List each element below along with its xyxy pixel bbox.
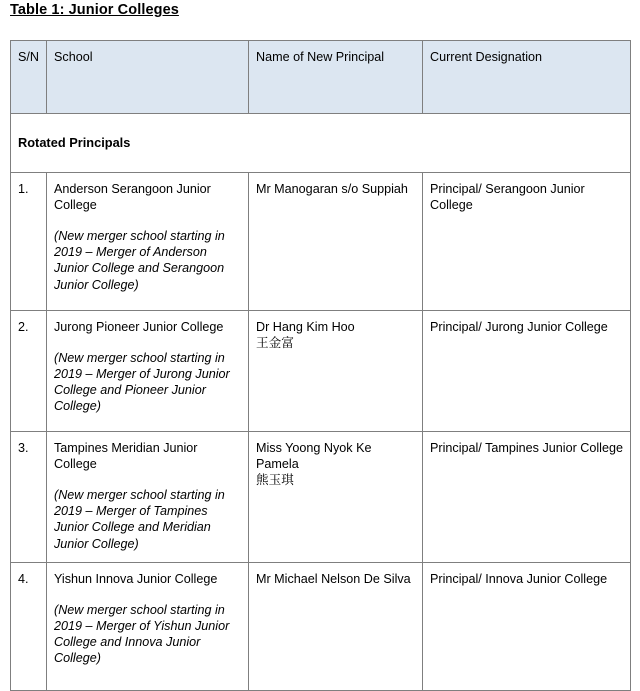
column-header-principal: Name of New Principal — [249, 41, 423, 114]
column-header-school: School — [47, 41, 249, 114]
table-header-row — [11, 41, 631, 114]
section-header-row — [11, 114, 631, 173]
current-designation: Principal/ Innova Junior College — [430, 572, 608, 586]
cell-school — [47, 173, 249, 311]
cell-school — [47, 563, 249, 691]
cell-sn: 1. — [11, 173, 47, 311]
table-header — [11, 41, 631, 114]
cell-principal — [249, 563, 423, 691]
principal-name: Mr Michael Nelson De Silva — [256, 572, 411, 586]
cell-sn: 4. — [11, 563, 47, 691]
page-title: Table 1: Junior Colleges — [10, 2, 179, 18]
cell-designation — [423, 432, 631, 563]
school-name: Jurong Pioneer Junior College — [54, 320, 224, 334]
cell-sn: 3. — [11, 432, 47, 563]
table-row — [11, 311, 631, 432]
cell-school — [47, 432, 249, 563]
principal-name: Dr Hang Kim Hoo — [256, 320, 355, 334]
school-merger-note: (New merger school starting in 2019 – Merger of Anderson Junior College and Serangoon Junior College) — [54, 229, 225, 292]
principal-name: Miss Yoong Nyok Ke Pamela — [256, 441, 372, 472]
principal-name-chinese: 熊玉琪 — [256, 472, 294, 488]
junior-colleges-table — [10, 40, 631, 691]
school-merger-note: (New merger school starting in 2019 – Merger of Yishun Junior College and Innova Junior College) — [54, 603, 230, 666]
school-name: Anderson Serangoon Junior College — [54, 182, 211, 213]
cell-designation — [423, 563, 631, 691]
table-container — [10, 40, 630, 691]
principal-name-chinese: 王金富 — [256, 335, 294, 351]
school-name: Yishun Innova Junior College — [54, 572, 218, 586]
cell-principal — [249, 311, 423, 432]
table-body — [11, 114, 631, 691]
table-row — [11, 432, 631, 563]
cell-principal — [249, 432, 423, 563]
cell-designation — [423, 173, 631, 311]
table-row — [11, 563, 631, 691]
school-merger-note: (New merger school starting in 2019 – Merger of Tampines Junior College and Meridian Junior College) — [54, 488, 225, 551]
table-row — [11, 173, 631, 311]
cell-sn: 2. — [11, 311, 47, 432]
column-header-sn: S/N — [11, 41, 47, 114]
principal-name: Mr Manogaran s/o Suppiah — [256, 182, 408, 196]
column-header-designation: Current Designation — [423, 41, 631, 114]
current-designation: Principal/ Tampines Junior College — [430, 441, 623, 455]
current-designation: Principal/ Serangoon Junior College — [430, 182, 585, 213]
current-designation: Principal/ Jurong Junior College — [430, 320, 608, 334]
cell-designation — [423, 311, 631, 432]
cell-principal — [249, 173, 423, 311]
section-label: Rotated Principals — [11, 114, 631, 173]
cell-school — [47, 311, 249, 432]
school-merger-note: (New merger school starting in 2019 – Merger of Jurong Junior College and Pioneer Junior College) — [54, 351, 230, 414]
school-name: Tampines Meridian Junior College — [54, 441, 198, 472]
